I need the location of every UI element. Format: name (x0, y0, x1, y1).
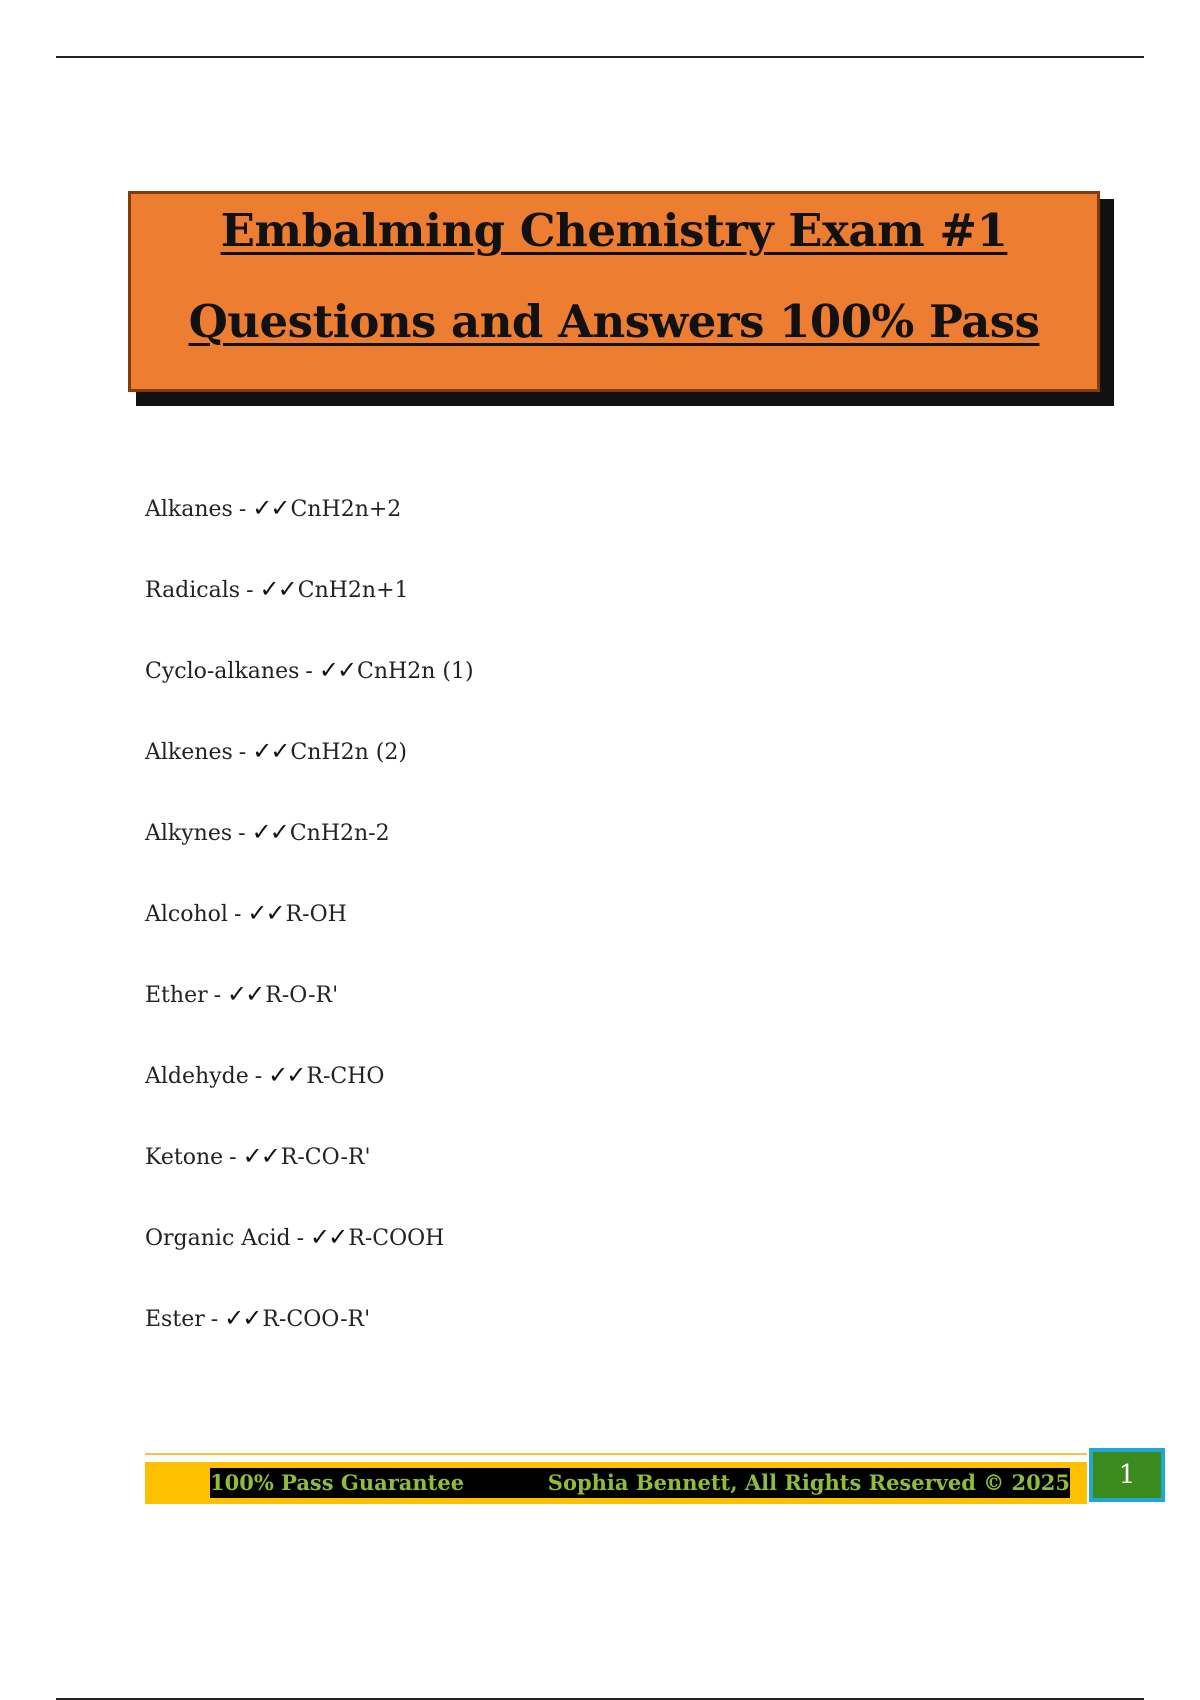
title-line-1: Embalming Chemistry Exam #1 (220, 204, 1008, 257)
qa-answer: CnH2n+1 (297, 578, 409, 603)
double-check-icon: ✓✓ (247, 899, 284, 927)
double-check-icon: ✓✓ (251, 818, 288, 846)
qa-separator: - (233, 902, 242, 927)
qa-answer: R-CO-R' (280, 1145, 371, 1170)
qa-answer: CnH2n+2 (290, 497, 402, 522)
qa-term: Aldehyde (145, 1064, 249, 1089)
top-rule (56, 56, 1144, 58)
qa-separator: - (238, 497, 247, 522)
footer-guarantee: 100% Pass Guarantee (210, 1470, 465, 1495)
double-check-icon: ✓✓ (259, 575, 296, 603)
qa-answer: CnH2n (1) (357, 659, 474, 684)
double-check-icon: ✓✓ (224, 1304, 261, 1332)
qa-item (145, 569, 474, 650)
qa-separator: - (296, 1226, 305, 1251)
qa-separator: - (238, 740, 247, 765)
qa-term: Alkynes (145, 821, 233, 846)
qa-item (145, 893, 474, 974)
footer-bar (145, 1462, 1087, 1504)
qa-item (145, 1298, 474, 1379)
qa-item (145, 812, 474, 893)
double-check-icon: ✓✓ (242, 1142, 279, 1170)
footer-inner-band (210, 1468, 1070, 1498)
footer-copyright: Sophia Bennett, All Rights Reserved © 2025 (547, 1470, 1070, 1495)
double-check-icon: ✓✓ (310, 1223, 347, 1251)
double-check-icon: ✓✓ (252, 737, 289, 765)
double-check-icon: ✓✓ (318, 656, 356, 684)
qa-term: Alcohol (145, 902, 228, 927)
qa-term: Organic Acid (145, 1226, 291, 1251)
qa-answer: R-O-R' (265, 983, 339, 1008)
qa-separator: - (254, 1064, 263, 1089)
qa-term: Radicals (145, 578, 241, 603)
qa-separator: - (210, 1307, 219, 1332)
qa-separator: - (246, 578, 254, 603)
qa-term: Ester (145, 1307, 205, 1332)
qa-answer: R-COO-R' (262, 1307, 371, 1332)
qa-answer: R-OH (285, 902, 347, 927)
qa-item (145, 974, 474, 1055)
qa-item (145, 1055, 474, 1136)
page-number: 1 (1089, 1448, 1165, 1502)
qa-answer: R-CHO (306, 1064, 385, 1089)
qa-term: Cyclo-alkanes (145, 659, 300, 684)
qa-item (145, 731, 474, 812)
qa-term: Alkanes (145, 497, 233, 522)
qa-answer: CnH2n (2) (290, 740, 407, 765)
qa-term: Alkenes (145, 740, 233, 765)
qa-separator: - (305, 659, 313, 684)
qa-item (145, 1136, 474, 1217)
qa-item (145, 1217, 474, 1298)
qa-term: Ether (145, 983, 208, 1008)
qa-term: Ketone (145, 1145, 224, 1170)
qa-separator: - (238, 821, 246, 846)
double-check-icon: ✓✓ (252, 494, 289, 522)
footer-rule (145, 1453, 1087, 1455)
qa-list (145, 488, 474, 1379)
qa-item (145, 488, 474, 569)
qa-answer: R-COOH (348, 1226, 445, 1251)
qa-separator: - (229, 1145, 237, 1170)
title-line-2: Questions and Answers 100% Pass (188, 295, 1040, 348)
double-check-icon: ✓✓ (227, 980, 264, 1008)
qa-item (145, 650, 474, 731)
qa-answer: CnH2n-2 (289, 821, 390, 846)
double-check-icon: ✓✓ (268, 1061, 305, 1089)
title-box (128, 191, 1100, 392)
qa-separator: - (213, 983, 222, 1008)
